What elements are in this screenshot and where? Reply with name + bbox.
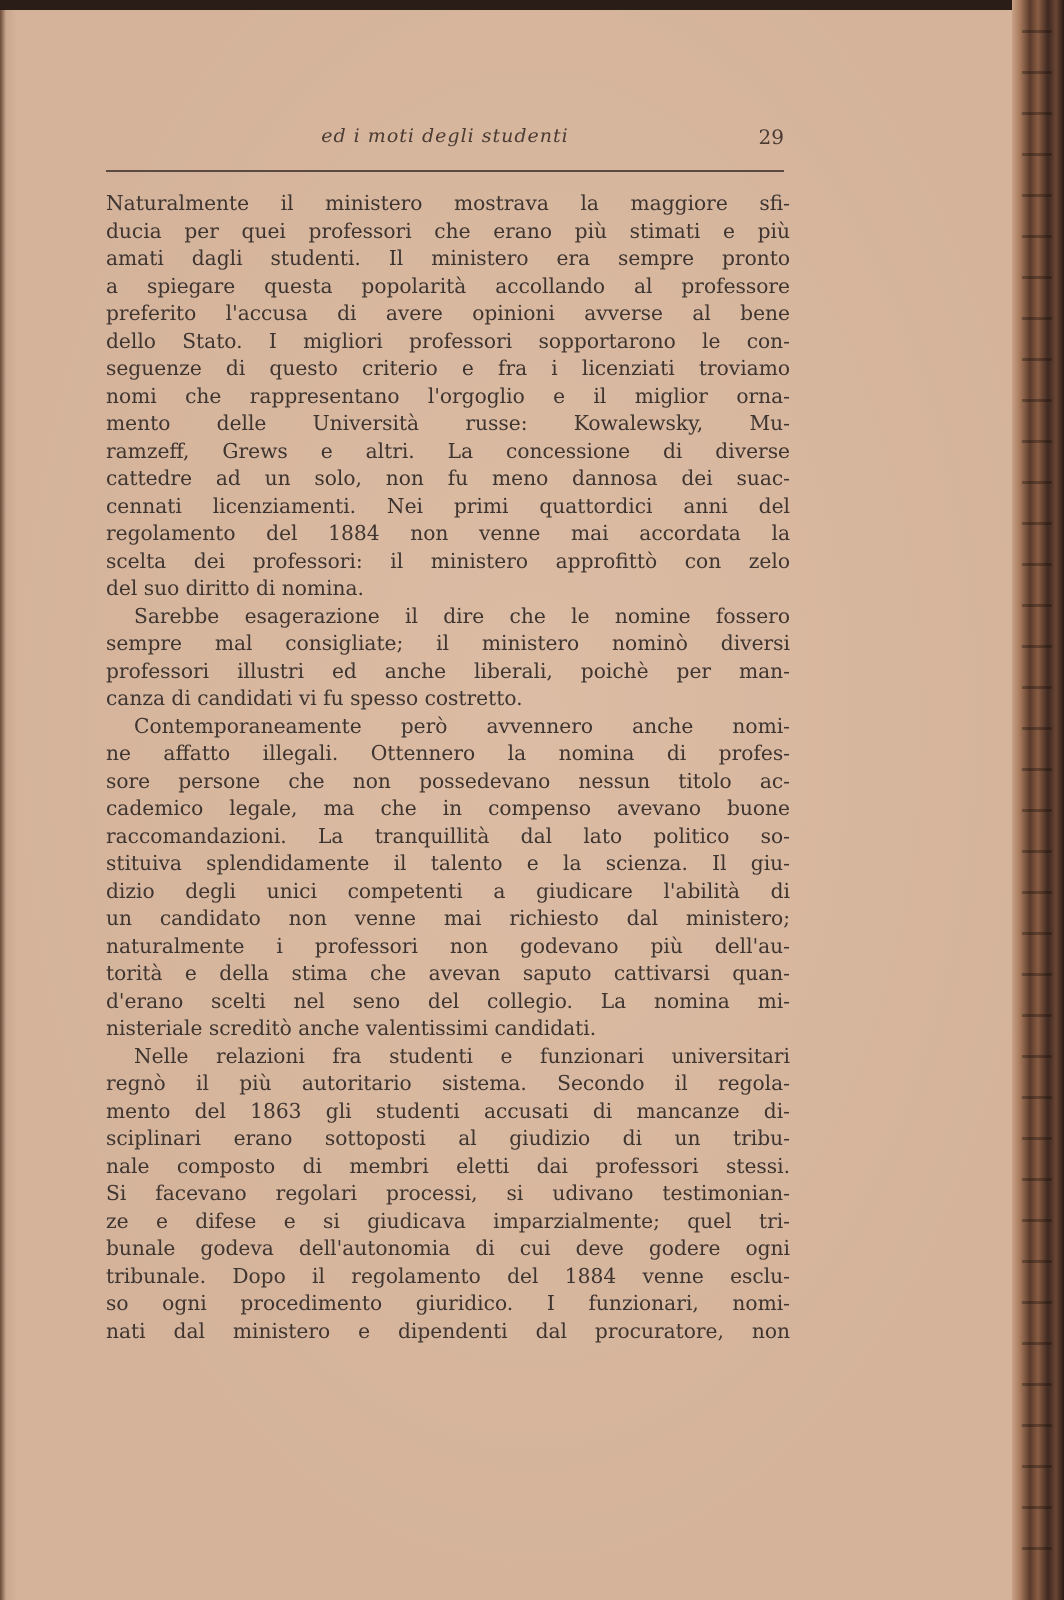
text-line: tribunale. Dopo il regolamento del 1884 venne esclu-: [106, 1263, 790, 1288]
text-line: seguenze di questo criterio e fra i licenziati troviamo: [106, 356, 790, 380]
text-line: naturalmente i professori non godevano più dell'au-: [106, 933, 790, 958]
page-left-edge-shadow: [0, 10, 6, 1600]
text-line: sore persone che non possedevano nessun titolo ac-: [106, 768, 790, 793]
text-line: dello Stato. I migliori professori sopportarono le con-: [106, 328, 790, 353]
page-number: 29: [758, 125, 784, 149]
text-line: Contemporaneamente però avvennero anche nomi-: [134, 713, 790, 738]
text-line: nisteriale screditò anche valentissimi candidati.: [106, 1016, 597, 1040]
text-line: cennati licenziamenti. Nei primi quattordici anni del: [106, 493, 790, 518]
text-line: raccomandazioni. La tranquillità dal lato politico so-: [106, 823, 790, 848]
text-line: mento delle Università russe: Kowalewsky, Mu-: [106, 411, 790, 435]
text-line: cattedre ad un solo, non fu meno dannosa dei suac-: [106, 466, 790, 490]
text-line: dizio degli unici competenti a giudicare l'abilità di: [106, 878, 790, 903]
text-line: stituiva splendidamente il talento e la scienza. Il giu-: [106, 851, 790, 875]
text-line: professori illustri ed anche liberali, poichè per man-: [106, 658, 790, 683]
text-line: torità e della stima che avevan saputo cattivarsi quan-: [106, 961, 790, 985]
text-line: d'erano scelti nel seno del collegio. La nomina mi-: [106, 988, 790, 1013]
body-text: [106, 190, 790, 1390]
text-line: Nelle relazioni fra studenti e funzionari universitari: [134, 1043, 790, 1068]
text-line: regnò il più autoritario sistema. Secondo il regola-: [106, 1071, 790, 1095]
scan-top-edge: [0, 0, 1064, 10]
text-line: canza di candidati vi fu spesso costretto.: [106, 686, 523, 710]
text-line: mento del 1863 gli studenti accusati di mancanze di-: [106, 1098, 790, 1123]
text-line: nale composto di membri eletti dai professori stessi.: [106, 1153, 790, 1178]
text-line: Si facevano regolari processi, si udivano testimonian-: [106, 1181, 790, 1205]
text-line: Sarebbe esagerazione il dire che le nomine fossero: [134, 603, 790, 628]
text-line: ne affatto illegali. Ottennero la nomina di profes-: [106, 741, 790, 765]
text-line: nati dal ministero e dipendenti dal procuratore, non: [106, 1318, 790, 1343]
text-line: regolamento del 1884 non venne mai accordata la: [106, 521, 790, 545]
text-line: bunale godeva dell'autonomia di cui deve godere ogni: [106, 1236, 790, 1260]
text-line: del suo diritto di nomina.: [106, 576, 364, 600]
text-line: un candidato non venne mai richiesto dal ministero;: [106, 906, 790, 930]
text-line: sciplinari erano sottoposti al giudizio di un tribu-: [106, 1126, 790, 1150]
text-line: a spiegare questa popolarità accollando al professore: [106, 273, 790, 298]
text-line: so ogni procedimento giuridico. I funzionari, nomi-: [106, 1291, 790, 1315]
text-line: scelta dei professori: il ministero approfittò con zelo: [106, 548, 790, 573]
spine-texture: [1022, 30, 1052, 1570]
text-line: ducia per quei professori che erano più stimati e più: [106, 218, 790, 243]
text-line: nomi che rappresentano l'orgoglio e il miglior orna-: [106, 383, 790, 408]
text-line: sempre mal consigliate; il ministero nominò diversi: [106, 631, 790, 655]
running-title: ed i moti degli studenti: [321, 125, 569, 147]
header-rule: [106, 170, 784, 172]
text-line: preferito l'accusa di avere opinioni avverse al bene: [106, 301, 790, 325]
text-line: cademico legale, ma che in compenso avevano buone: [106, 796, 790, 820]
text-line: ze e difese e si giudicava imparzialmente; quel tri-: [106, 1208, 790, 1233]
text-line: ramzeff, Grews e altri. La concessione di diverse: [106, 438, 790, 463]
text-line: amati dagli studenti. Il ministero era sempre pronto: [106, 246, 790, 270]
text-line: Naturalmente il ministero mostrava la maggiore sfi-: [106, 191, 790, 215]
running-head: [106, 125, 784, 155]
